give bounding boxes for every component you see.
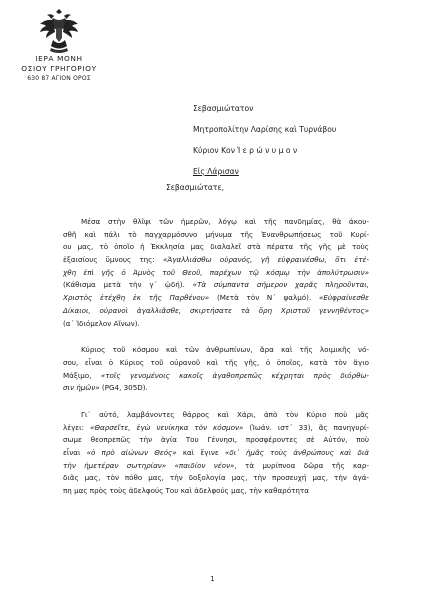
text-line	[63, 292, 369, 305]
paragraph-3	[63, 409, 369, 498]
italic-quote: τὴν ἡμετέραν σωτηρίαν» «παιδίον νέον»	[63, 460, 235, 470]
text-span: σθῆ καὶ πάλι τὸ παγχαρμόσυνο μήνυμα τῆς Ἐνανθρωπήσεως τοῦ Κυρί-	[63, 229, 369, 239]
italic-quote: Χριστὸς ἐτέχθη ἐκ τῆς Παρθένου»	[63, 293, 210, 303]
page-number: 1	[210, 575, 215, 583]
text-span: Κύριος τοῦ κόσμου καὶ τῶν ἀνθρωπίνων, ἄρα καὶ τῆς λοιμικῆς νό-	[81, 345, 369, 355]
text-line	[63, 370, 369, 383]
text-span: (Ἰωάν. ιστ΄ 33), ἂς πανηγυρί-	[243, 422, 369, 432]
text-line	[63, 422, 369, 435]
letterhead-line-2: ΟΣΙΟΥ ΓΡΗΓΟΡΙΟΥ	[21, 64, 97, 73]
text-line	[63, 434, 369, 447]
text-span: λέγει:	[63, 422, 90, 432]
text-line	[63, 382, 369, 395]
text-line	[63, 305, 369, 318]
text-line	[63, 279, 369, 292]
text-span: (Κάθισμα μετὰ τὴν γ΄ ᾠδή).	[63, 280, 193, 290]
italic-quote: «Ἀγαλλιάσθω οὐρανός, γῆ εὐφραινέσθω, ὅτι ἐτέ-	[162, 255, 369, 265]
text-span: Γι᾿ αὐτό, λαμβάνοντες θάρρος καὶ Χάρι, ἀπὸ τὸν Κύριο ποὺ μᾶς	[81, 409, 369, 419]
paragraph-2	[63, 344, 369, 395]
text-line	[63, 267, 369, 280]
text-line	[63, 318, 369, 331]
monastery-letterhead	[18, 6, 100, 84]
text-span: ἐξαισίους ὕμνους της:	[63, 255, 163, 265]
text-span: (Μετὰ τὸν Ν΄ ψαλμό).	[209, 293, 319, 303]
text-line	[63, 241, 369, 254]
letter-body	[63, 216, 369, 512]
text-line	[63, 344, 369, 357]
italic-quote: «ὁ πρὸ αἰώνων Θεός»	[86, 448, 177, 457]
text-line	[63, 409, 369, 422]
text-span: διᾶς μας, τὸν πόθο μας, τὴν δοξολογία μας, τὴν προσευχή μας, τὴν ἀγά-	[63, 473, 369, 483]
text-line	[63, 357, 369, 370]
text-span: ου μας, τὸ ὁποῖο ἡ Ἐκκλησία μας διαλαλεῖ στὰ πέρατα τῆς γῆς μὲ τοὺς	[63, 242, 369, 252]
italic-quote: «Εὐφραίνεσθε	[318, 293, 369, 303]
text-span: εἶναι	[63, 448, 87, 457]
text-line	[63, 485, 369, 498]
text-line	[63, 472, 369, 485]
letterhead-line-3: 630 87 ΑΓΙΟΝ ΟΡΟΣ	[27, 75, 91, 82]
text-line	[63, 216, 369, 229]
italic-quote: «τοῖς γενομένοις κακοῖς ἀγαθοπρεπῶς κέχρηται πρὸς διόρθω-	[100, 370, 369, 380]
italic-quote: Δίκαιοι, οὐρανοὶ ἀγαλλιᾶσθε, σκιρτήσατε τὰ ὄρη Χριστοῦ γεννηθέντος»	[63, 305, 369, 315]
address-line-2: Μητροπολίτην Λαρίσης καὶ Τυρνάβου	[193, 125, 337, 134]
salutation: Σεβασμιώτατε,	[166, 183, 224, 192]
letterhead-line-1: ΙΕΡΑ ΜΟΝΗ	[35, 54, 83, 63]
address-line-1: Σεβασμιώτατον	[193, 104, 254, 113]
text-span: πη μας πρὸς τοὺς ἀδελφούς Του καὶ ἀδελφούς μας, τὴν καθαρότητα	[63, 486, 309, 496]
text-line	[63, 254, 369, 267]
italic-quote: «δι᾿ ἡμᾶς τοὺς ἀνθρώπους καὶ διὰ	[224, 448, 369, 457]
text-line	[63, 229, 369, 242]
text-line	[63, 447, 369, 460]
italic-quote: «Τὰ σύμπαντα σήμερον χαρᾶς πληροῦνται,	[192, 280, 369, 290]
italic-quote: σιν ἡμῶν»	[63, 383, 100, 393]
text-span: (PG4, 305D).	[99, 383, 148, 393]
italic-quote: «Θαρσεῖτε, ἐγὼ νενίκηκα τὸν κόσμον»	[89, 422, 244, 432]
text-span: (α΄ Ἰδιόμελον Αἴνων).	[63, 318, 140, 328]
double-headed-eagle-emblem	[39, 6, 79, 54]
text-span: Μέσα στὴν θλῖψι τῶν ἡμερῶν, λόγῳ καὶ τῆς πανδημίας, θὰ ἀκου-	[81, 217, 369, 226]
text-span: σωμε θεοπρεπῶς τὴν ἁγία Του Γέννησι, προσφέροντες σὲ Αὐτόν, ποὺ	[63, 435, 369, 445]
address-line-4: Εἰς Λάρισαν	[193, 167, 239, 176]
text-span: σου, εἶναι ὁ Κύριος τοῦ οὐρανοῦ καὶ τῆς γῆς, ὁ ὁποῖος, κατὰ τὸν ἅγιο	[63, 357, 369, 367]
text-span: , τὰ μυρίπνοα δῶρα τῆς καρ-	[234, 460, 369, 470]
paragraph-1	[63, 216, 369, 330]
text-span: Μάξιμο,	[63, 370, 101, 380]
text-span: καὶ ἔγινε	[176, 448, 225, 457]
text-line	[63, 460, 369, 473]
italic-quote: χθη ἐπὶ γῆς ὁ Ἀμνὸς τοῦ Θεοῦ, παρέχων τῷ κόσμῳ τὴν ἀπολύτρωσιν»	[63, 267, 369, 277]
recipient-address	[193, 98, 336, 182]
address-line-3: Κύριον Κον Ἱ ε ρ ώ ν υ μ ο ν	[193, 146, 298, 155]
